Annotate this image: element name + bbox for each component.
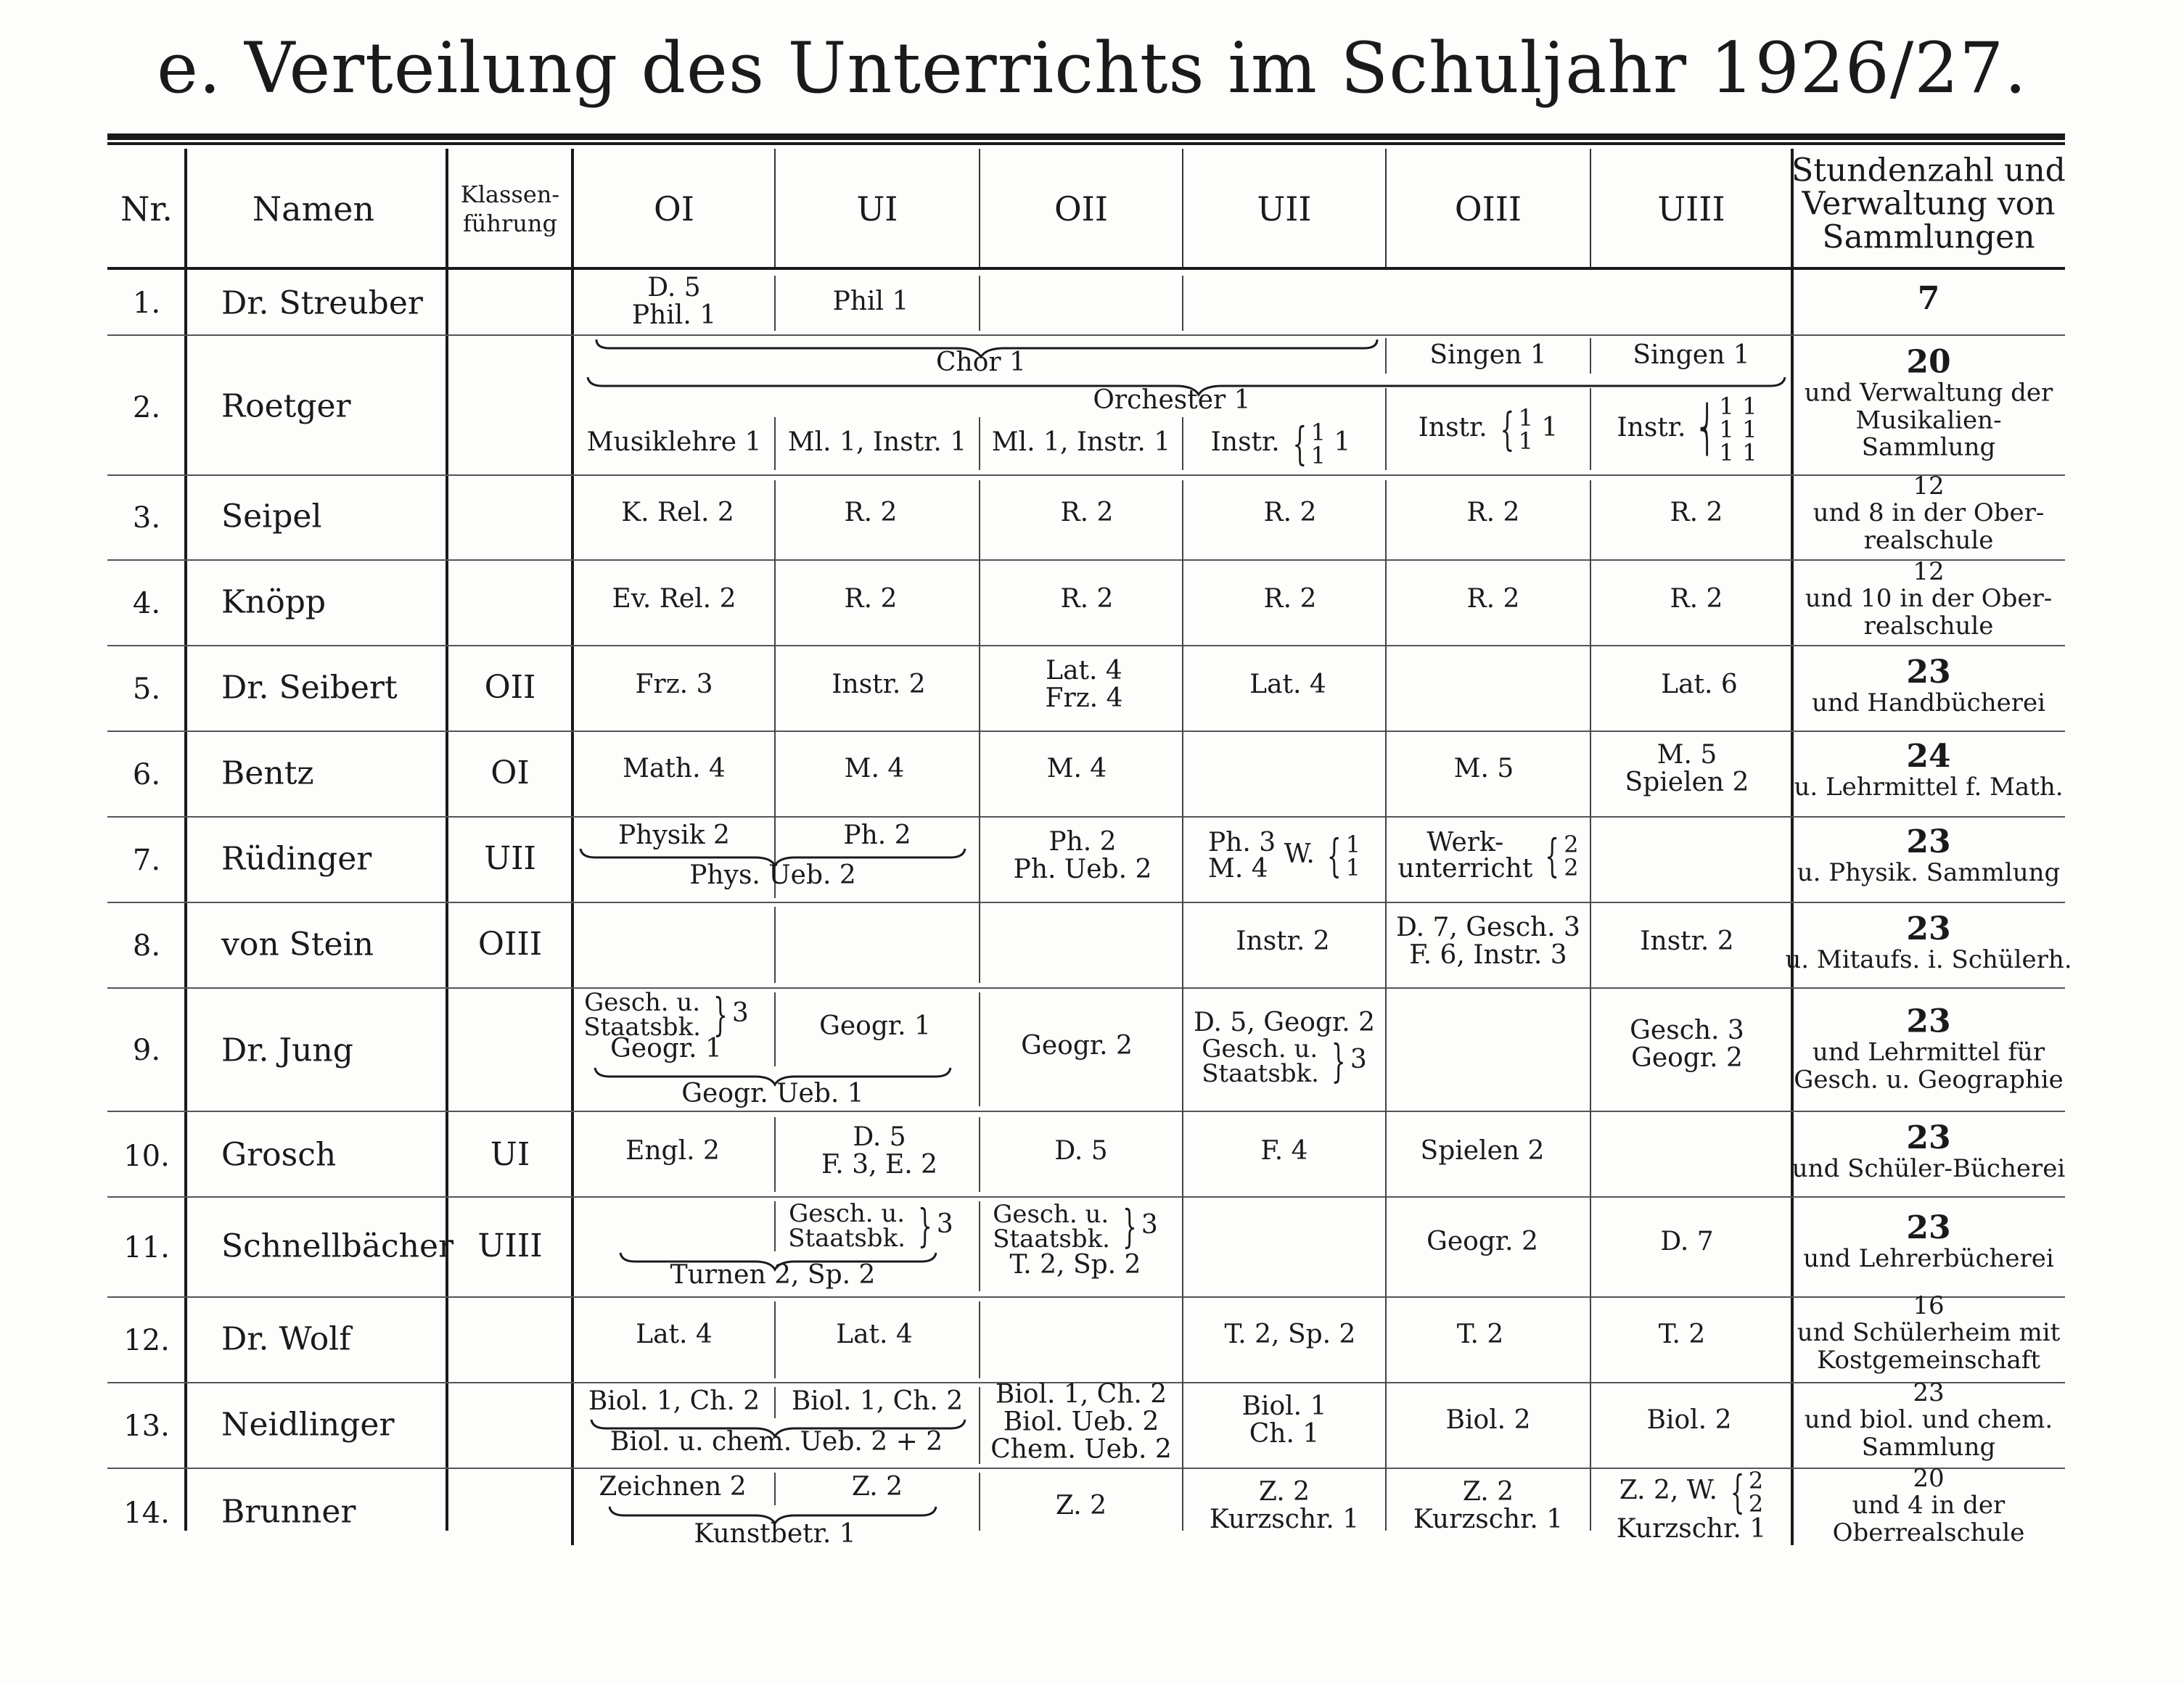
cell-uii: F. 4 xyxy=(1260,1136,1308,1166)
cell-ui: D. 5 F. 3, E. 2 xyxy=(821,1122,938,1180)
cell-ui: Gesch. u. Staatsbk. } 3 xyxy=(788,1199,953,1253)
total-cell: 23 u. Mitaufs. i. Schülerh. xyxy=(1785,910,2072,975)
cell-uiii: Instr. ⎨ 1 1 1 1 1 1 xyxy=(1617,392,1757,466)
total-cell: 23 und Schüler-Bücherei xyxy=(1791,1119,2066,1184)
teacher-name: Seipel xyxy=(221,498,322,535)
cell-uiii: T. 2 xyxy=(1658,1320,1706,1350)
teacher-name: Dr. Seibert xyxy=(221,669,398,707)
row-nr: 1. xyxy=(132,287,161,320)
total-cell: 23 und Lehrerbücherei xyxy=(1803,1209,2054,1274)
cell-uii: Biol. 1 Ch. 1 xyxy=(1241,1391,1327,1449)
cell-oi: Ev. Rel. 2 xyxy=(612,584,736,614)
teacher-name: Brunner xyxy=(221,1493,356,1531)
header-class-uii: UII xyxy=(1257,189,1312,229)
klassenfuehrung: OIII xyxy=(477,925,543,963)
cell-ui: Instr. 2 xyxy=(832,670,926,700)
cell-uiii: Singen 1 xyxy=(1633,340,1750,371)
cell-uiii: Lat. 6 xyxy=(1661,670,1738,700)
cell-uii: Z. 2 Kurzschr. 1 xyxy=(1209,1477,1360,1534)
row-nr: 2. xyxy=(132,391,161,424)
cell-uii: D. 5, Geogr. 2 Gesch. u. Staatsbk. } 3 xyxy=(1193,1008,1376,1088)
total-cell: 23 u. Physik. Sammlung xyxy=(1797,823,2061,888)
cell-uii: Lat. 4 xyxy=(1249,670,1326,700)
teacher-name: Dr. Streuber xyxy=(221,284,423,322)
header-class-oi: OI xyxy=(654,189,694,229)
cell-oii: Biol. 1, Ch. 2 Biol. Ueb. 2 Chem. Ueb. 2 xyxy=(990,1379,1172,1464)
cell-oii: Ph. 2 Ph. Ueb. 2 xyxy=(1013,827,1152,884)
cell-ui: R. 2 xyxy=(844,584,898,614)
teacher-name: Knöpp xyxy=(221,583,327,621)
cell-oiii: Instr. { 1 1 1 xyxy=(1418,403,1559,456)
cell-span: Phys. Ueb. 2 xyxy=(689,860,856,891)
cell-ui: Ph. 2 xyxy=(843,820,911,851)
cell-oii: M. 4 xyxy=(1046,754,1107,784)
cell-oiii: D. 7, Gesch. 3 F. 6, Instr. 3 xyxy=(1396,913,1580,970)
header-nr: Nr. xyxy=(120,189,173,229)
header-klassenfuehrung: Klassen- führung xyxy=(460,181,560,237)
teacher-name: Neidlinger xyxy=(221,1406,395,1444)
cell-ui: R. 2 xyxy=(844,498,898,528)
cell-oii: Gesch. u. Staatsbk. } 3 T. 2, Sp. 2 xyxy=(993,1200,1158,1280)
row-nr: 12. xyxy=(123,1324,170,1357)
cell-uiii: M. 5 Spielen 2 xyxy=(1625,740,1749,797)
cell-orchester-span: Orchester 1 xyxy=(1093,385,1251,416)
cell-ui: Phil 1 xyxy=(832,287,909,317)
row-nr: 11. xyxy=(123,1231,170,1264)
klassenfuehrung: OI xyxy=(490,754,530,791)
teacher-name: Dr. Jung xyxy=(221,1032,353,1069)
teacher-name: von Stein xyxy=(221,926,374,963)
teacher-name: Rüdinger xyxy=(221,840,372,878)
cell-oi: D. 5 Phil. 1 xyxy=(631,273,717,330)
cell-chor-span: Chor 1 xyxy=(936,347,1026,378)
total-cell: 24 u. Lehrmittel f. Math. xyxy=(1794,738,2064,802)
header-class-uiii: UIII xyxy=(1657,189,1725,229)
cell-uii: T. 2, Sp. 2 xyxy=(1224,1320,1356,1350)
total-cell: 16 und Schülerheim mit Kostgemeinschaft xyxy=(1797,1291,2061,1375)
teacher-name: Dr. Wolf xyxy=(221,1320,351,1358)
klassenfuehrung: UII xyxy=(484,839,536,877)
cell-oiii: Singen 1 xyxy=(1429,340,1547,371)
cell-uiii: D. 7 xyxy=(1660,1227,1714,1257)
header-class-ui: UI xyxy=(856,189,898,229)
cell-uii: R. 2 xyxy=(1263,584,1317,614)
teacher-name: Bentz xyxy=(221,754,314,792)
cell-ui: Lat. 4 xyxy=(836,1320,913,1350)
cell-oiii: R. 2 xyxy=(1466,584,1520,614)
cell-oii: Z. 2 xyxy=(1055,1491,1107,1521)
total-cell: 12 und 8 in der Ober- realschule xyxy=(1813,471,2045,555)
cell-ui: Ml. 1, Instr. 1 xyxy=(787,427,967,458)
cell-oii: D. 5 xyxy=(1054,1136,1108,1166)
row-nr: 9. xyxy=(132,1034,161,1067)
cell-oii: Lat. 4 Frz. 4 xyxy=(1045,656,1123,713)
row-nr: 5. xyxy=(132,672,161,706)
row-nr: 7. xyxy=(132,844,161,877)
cell-span: Turnen 2, Sp. 2 xyxy=(670,1260,876,1291)
klassenfuehrung: UIII xyxy=(477,1227,543,1264)
cell-oiii: R. 2 xyxy=(1466,498,1520,528)
cell-uiii: R. 2 xyxy=(1670,584,1723,614)
cell-uiii: Z. 2, W. { 2 2 Kurzschr. 1 xyxy=(1616,1465,1767,1544)
total-cell: 20 und 4 in der Oberrealschule xyxy=(1832,1463,2025,1547)
cell-oii: R. 2 xyxy=(1060,584,1114,614)
total-cell: 23 und biol. und chem. Sammlung xyxy=(1804,1378,2053,1462)
klassenfuehrung: UI xyxy=(490,1135,530,1173)
row-nr: 4. xyxy=(132,587,161,620)
cell-oiii: Biol. 2 xyxy=(1445,1405,1531,1436)
header-namen: Namen xyxy=(252,189,375,229)
cell-oi: Biol. 1, Ch. 2 xyxy=(588,1386,760,1417)
cell-oiii: M. 5 xyxy=(1453,754,1514,784)
cell-oiii: Spielen 2 xyxy=(1420,1136,1545,1166)
klassenfuehrung: OII xyxy=(484,668,536,706)
cell-uiii: Biol. 2 xyxy=(1646,1405,1732,1436)
total-cell: 12 und 10 in der Ober- realschule xyxy=(1805,556,2053,641)
header-class-oiii: OIII xyxy=(1454,189,1522,229)
row-nr: 6. xyxy=(132,758,161,791)
cell-oi: Physik 2 xyxy=(618,820,730,851)
total-hours: 7 xyxy=(1917,279,1940,317)
cell-ui: M. 4 xyxy=(844,754,905,784)
row-nr: 8. xyxy=(132,929,161,963)
cell-oi: Musiklehre 1 xyxy=(586,427,762,458)
cell-oiii: Werk- unterricht { 2 2 xyxy=(1397,828,1579,884)
cell-oii: Geogr. 2 xyxy=(1021,1031,1133,1061)
teacher-name: Grosch xyxy=(221,1136,337,1174)
cell-uiii: Instr. 2 xyxy=(1640,926,1734,957)
cell-uii: Ph. 3 M. 4 W. { 1 1 xyxy=(1207,828,1361,884)
row-nr: 13. xyxy=(123,1410,170,1443)
header-class-oii: OII xyxy=(1054,189,1109,229)
row-nr: 14. xyxy=(123,1497,170,1530)
cell-span: Geogr. Ueb. 1 xyxy=(681,1079,864,1109)
cell-oiii: Geogr. 2 xyxy=(1426,1227,1538,1257)
total-cell: 23 und Lehrmittel für Gesch. u. Geographie xyxy=(1794,1003,2064,1095)
cell-oi: Lat. 4 xyxy=(636,1320,713,1350)
cell-oiii: T. 2 xyxy=(1456,1320,1504,1350)
cell-uii: Instr. { 1 1 1 xyxy=(1210,417,1351,471)
total-cell: 23 und Handbücherei xyxy=(1812,654,2045,718)
cell-oi: Frz. 3 xyxy=(635,670,713,700)
row-nr: 10. xyxy=(123,1140,170,1173)
cell-uiii: Gesch. 3 Geogr. 2 xyxy=(1630,1016,1744,1073)
teacher-name: Roetger xyxy=(221,387,351,425)
page-title: e. Verteilung des Unterrichts im Schuljahr 1926/27. xyxy=(157,28,2027,109)
cell-uiii: R. 2 xyxy=(1670,498,1723,528)
cell-oi: K. Rel. 2 xyxy=(621,498,734,528)
cell-oii: R. 2 xyxy=(1060,498,1114,528)
cell-oi: Math. 4 xyxy=(623,754,726,784)
cell-ui: Z. 2 xyxy=(851,1472,903,1502)
cell-oi: Zeichnen 2 xyxy=(599,1472,747,1502)
cell-oi: Engl. 2 xyxy=(625,1136,720,1166)
cell-oii: Ml. 1, Instr. 1 xyxy=(991,427,1171,458)
cell-span: Kunstbetr. 1 xyxy=(694,1519,856,1550)
cell-span: Biol. u. chem. Ueb. 2 + 2 xyxy=(609,1427,943,1457)
cell-ui: Biol. 1, Ch. 2 xyxy=(791,1386,964,1417)
header-stundenzahl: Stundenzahl und Verwaltung von Sammlungen xyxy=(1791,152,2066,257)
row-nr: 3. xyxy=(132,501,161,535)
cell-uii: Instr. 2 xyxy=(1236,926,1330,957)
cell-oiii: Z. 2 Kurzschr. 1 xyxy=(1413,1477,1564,1534)
teacher-name: Schnellbächer xyxy=(221,1227,454,1265)
total-cell: 20 und Verwaltung der Musikalien- Sammlung xyxy=(1804,343,2053,462)
cell-uii: R. 2 xyxy=(1263,498,1317,528)
cell-oi: Gesch. u. Staatsbk. } 3 Geogr. 1 xyxy=(583,988,749,1064)
cell-ui: Geogr. 1 xyxy=(819,1011,931,1042)
